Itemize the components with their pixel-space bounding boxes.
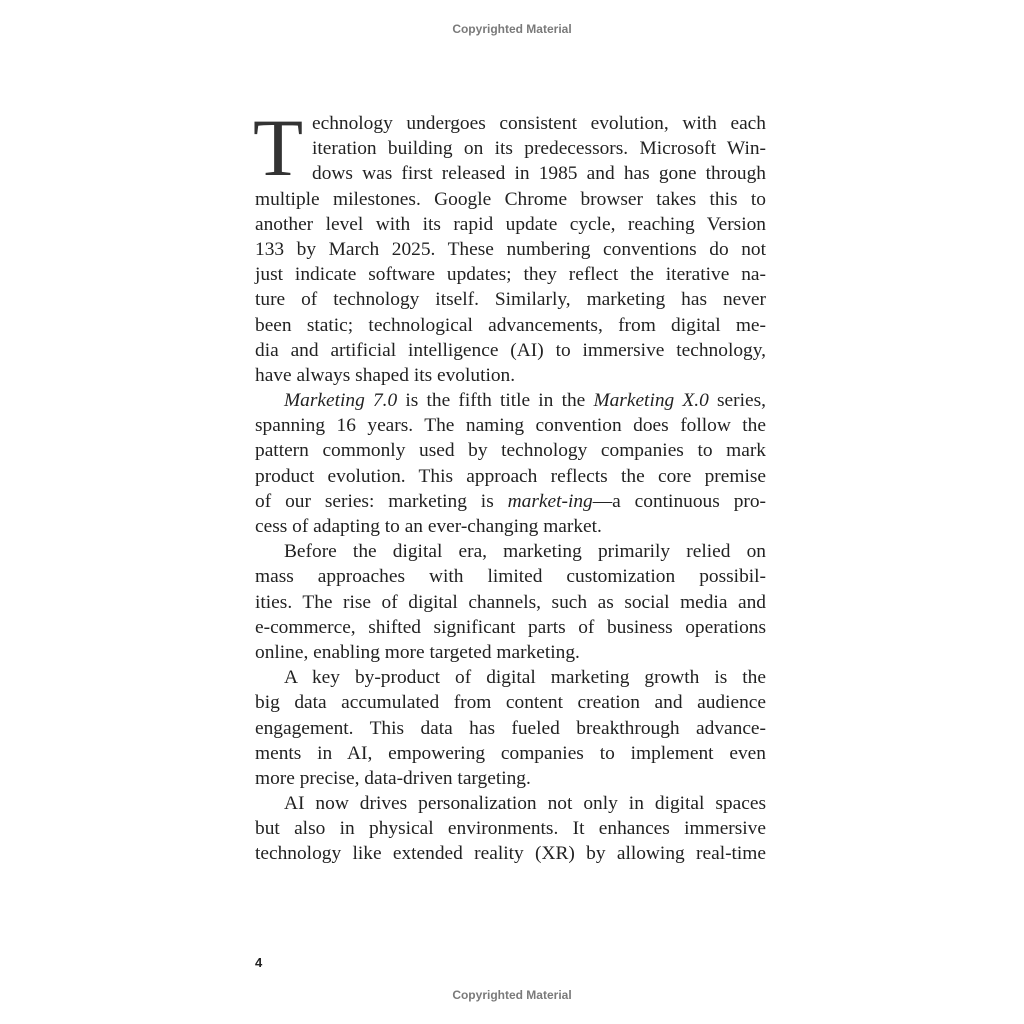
text-run: have always shaped its evolution.: [255, 364, 516, 386]
text-line: [255, 690, 766, 715]
text-run: dia and artificial intelligence (AI) to immersive technology,: [255, 339, 766, 361]
text-run: ture of technology itself. Similarly, marketing has never: [255, 289, 766, 311]
text-run: engagement. This data has fueled breakthrough advance-: [255, 717, 766, 739]
text-line: [255, 262, 766, 287]
paragraph-lines: [253, 102, 766, 867]
text-run: technology like extended reality (XR) by allowing real-time: [255, 843, 766, 865]
text-line: [255, 212, 766, 237]
text-run: online, enabling more targeted marketing.: [255, 641, 580, 663]
text-run: product evolution. This approach reflects the core premise: [255, 465, 766, 487]
italic-text: Marketing X.0: [593, 390, 709, 412]
text-run: just indicate software updates; they reflect the iterative na-: [255, 264, 766, 286]
text-line: [255, 313, 766, 338]
text-run: ments in AI, empowering companies to implement even: [255, 742, 766, 764]
text-line: [255, 413, 766, 438]
text-run: of our series: marketing is: [255, 490, 508, 512]
text-run: been static; technological advancements, from digital me-: [255, 314, 766, 336]
text-line: [255, 287, 766, 312]
header-copyright-mark: Copyrighted Material: [452, 22, 572, 36]
page-number: 4: [255, 955, 263, 970]
text-run: series,: [708, 390, 766, 412]
footer-copyright-mark: Copyrighted Material: [452, 988, 572, 1002]
text-run: —a continuous pro-: [592, 490, 766, 512]
text-line: [255, 716, 766, 741]
italic-text: Marketing 7.0: [284, 390, 398, 412]
body-text: [253, 102, 766, 867]
drop-cap: T: [253, 102, 304, 193]
text-line: [255, 388, 766, 413]
text-run: multiple milestones. Google Chrome browser takes this to: [255, 188, 766, 210]
text-run: big data accumulated from content creation and audience: [255, 692, 766, 714]
text-line: [255, 187, 766, 212]
text-run: iteration building on its predecessors. Microsoft Win-: [312, 138, 766, 160]
text-line: [255, 640, 766, 665]
text-line: [255, 564, 766, 589]
text-run: but also in physical environments. It enhances immersive: [255, 818, 766, 840]
text-run: mass approaches with limited customization possibil-: [255, 566, 766, 588]
text-run: Before the digital era, marketing primarily relied on: [284, 541, 766, 563]
text-line: [255, 665, 766, 690]
text-line: [255, 464, 766, 489]
text-run: dows was first released in 1985 and has gone through: [312, 163, 766, 185]
text-line: [255, 741, 766, 766]
text-run: is the fifth title in the: [397, 390, 594, 412]
text-run: AI now drives personalization not only in digital spaces: [284, 793, 766, 815]
text-run: ities. The rise of digital channels, such as social media and: [255, 591, 766, 613]
text-run: e-commerce, shifted significant parts of business operations: [255, 616, 766, 638]
text-line: [255, 514, 766, 539]
text-line: [255, 590, 766, 615]
text-line: [255, 338, 766, 363]
text-line: [255, 489, 766, 514]
text-run: more precise, data-driven targeting.: [255, 767, 531, 789]
text-line: [255, 791, 766, 816]
italic-text: market-ing: [507, 490, 593, 512]
text-line: [255, 841, 766, 866]
text-run: another level with its rapid update cycle, reaching Version: [255, 213, 766, 235]
text-run: A key by-product of digital marketing growth is the: [284, 667, 766, 689]
text-line: [255, 161, 766, 186]
text-line: [255, 766, 766, 791]
text-line: [255, 816, 766, 841]
text-line: [255, 438, 766, 463]
text-run: pattern commonly used by technology companies to mark: [255, 440, 766, 462]
text-line: [255, 615, 766, 640]
text-run: spanning 16 years. The naming convention does follow the: [255, 415, 766, 437]
text-run: cess of adapting to an ever-changing market.: [255, 516, 602, 537]
text-line: [255, 136, 766, 161]
text-line: [255, 111, 766, 136]
text-run: echnology undergoes consistent evolution, with each: [312, 113, 766, 134]
text-line: [255, 363, 766, 388]
text-run: 133 by March 2025. These numbering conventions do not: [255, 238, 766, 260]
text-line: [255, 237, 766, 262]
text-line: [255, 539, 766, 564]
